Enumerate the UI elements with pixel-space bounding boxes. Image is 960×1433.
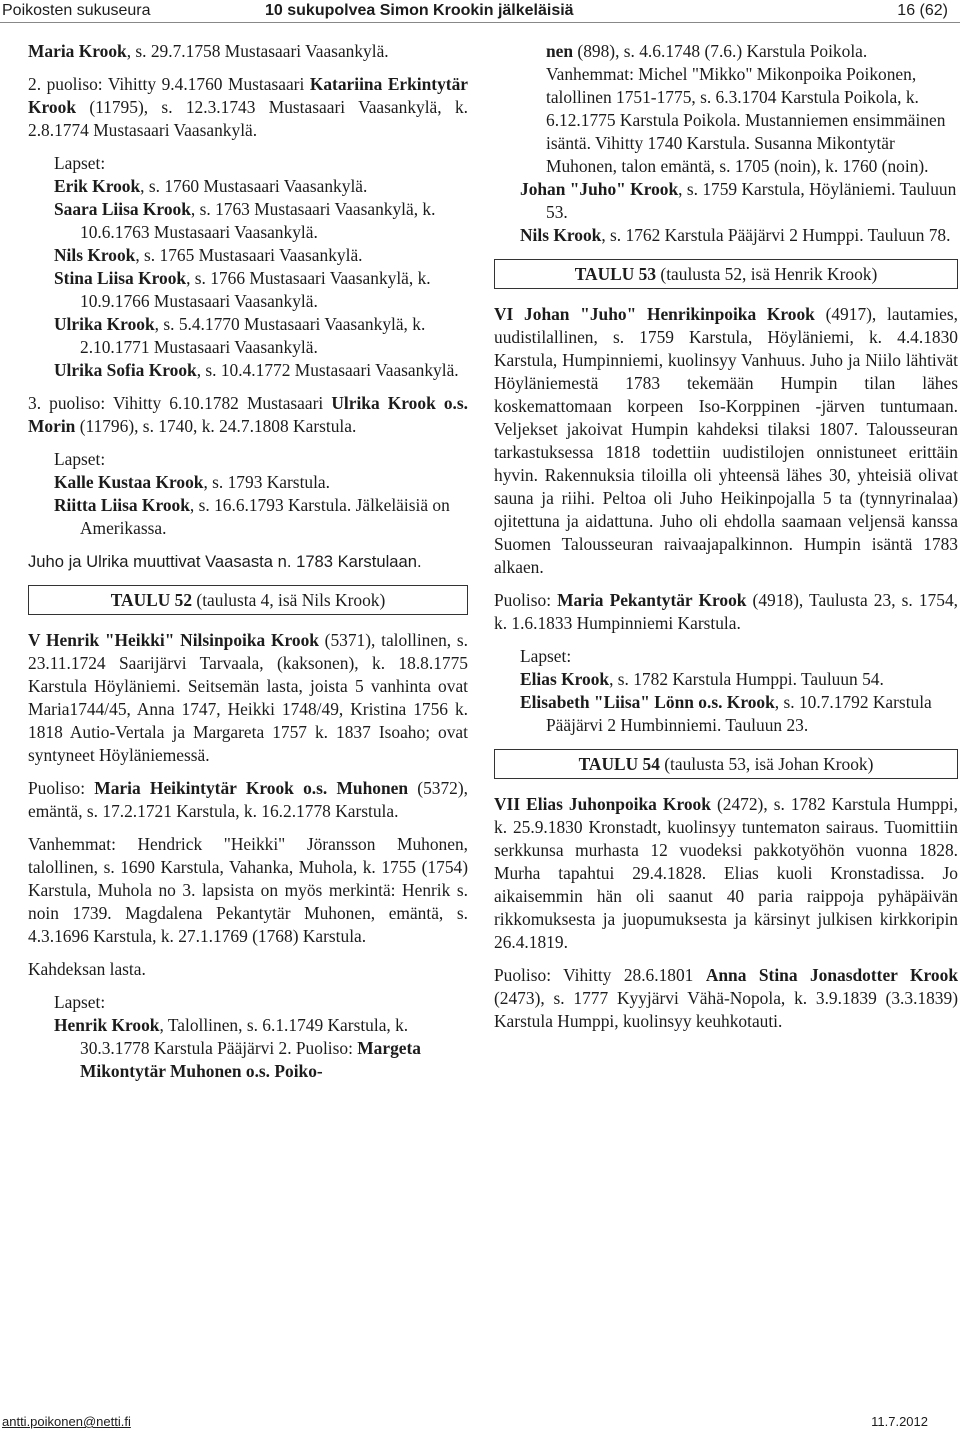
spouse-maria-pekantytar: Puoliso: Maria Pekantytär Krook (4918), Taulusta 23, s. 1754, k. 1.6.1833 Humpinniemi Karstula.	[494, 590, 958, 633]
child-elisabeth: Elisabeth "Liisa" Lönn o.s. Krook, s. 10.7.1792 Karstula Pääjärvi 2 Humbinniemi. Tauluun 23.	[520, 692, 932, 735]
left-column	[28, 40, 468, 1083]
entry-elias: VII Elias Juhonpoika Krook (2472), s. 1782 Karstula Humppi, k. 25.9.1830 Kronstadt, kuolinsyy tuntematon sairaus. Tuomittiin serkkunsa murhasta 12 vuodeksi pakkotyöhön vuonna 1828. Murha tapahtui 29.4.1828. Elias kuoli Kronstadissa. Jo aikaisemmin hän oli saanut 40 paria raippoja pyhäpäivän rikkomuksesta ja juopumuksesta ja kärsinyt julkisen kirkkoripin 26.4.1819.	[494, 794, 958, 952]
child-erik: Erik Krook, s. 1760 Mustasaari Vaasankylä.	[54, 176, 368, 196]
child-henrik-continued: nen (898), s. 4.6.1748 (7.6.) Karstula Poikola. Vanhemmat: Michel "Mikko" Mikonpoika Poikonen, talollinen 1751-1775, s. 6.3.1704 Karstula Poikola, k. 6.12.1775 Karstula Poikola. Mustanniemen ensimmäinen isäntä. Vihitty 1740 Karstula. Susanna Mikontytär Muhonen, talon emäntä, s. 1705 (noin), k. 1760 (noin).	[546, 41, 946, 176]
child-elias: Elias Krook, s. 1782 Karstula Humppi. Tauluun 54.	[520, 669, 884, 689]
entry-johan: VI Johan "Juho" Henrikinpoika Krook (4917), lautamies, uudistilallinen, s. 1759 Karstula, Höyläniemi, k. 4.4.1830 Karstula, Humpinniemi, kuolinsyy Vanhuus. Juho ja Niilo lähtivät Höyläniemestä 1783 tekemään Humpin tilan lähes koskemattomaan korpeen Iso-Korppinen -järven tuntumaan. Veljekset jakoivat Humpin kahdeksi tilaksi 1807. Talousseuran tarkastuksessa 1818 todettiin uudistilojen onnistuneet erittäin hyvin. Rakennuksia tiloilla oli yhteensä lähes 30, yhteisiä olivat sauna ja riihi. Peltoa oli Juho Heikinpojalla 5 ta (tynnyrinalaa) ojitettuna ja aidattuna. Juho oli ehdolla saamaan veljensä kanssa Suomen Talousseuran raivaajapalkinnon. Humpin isäntä 1783 alkaen.	[494, 304, 958, 577]
child-henrik: Henrik Krook, Talollinen, s. 6.1.1749 Karstula, k. 30.3.1778 Karstula Pääjärvi 2. Puoliso: Margeta Mikontytär Muhonen o.s. Poiko-	[54, 1015, 421, 1081]
children-label: Lapset:	[54, 153, 106, 173]
migration-note: Juho ja Ulrika muuttivat Vaasasta n. 1783 Karstulaan.	[28, 552, 422, 571]
children-list-1	[28, 152, 468, 382]
table-53-heading: TAULU 53 (taulusta 52, isä Henrik Krook)	[494, 259, 958, 289]
table-52-heading: TAULU 52 (taulusta 4, isä Nils Krook)	[28, 585, 468, 615]
footer-email-link[interactable]: antti.poikonen@netti.fi	[2, 1414, 131, 1429]
page-header	[0, 0, 960, 23]
child-ulrika-sofia: Ulrika Sofia Krook, s. 10.4.1772 Mustasaari Vaasankylä.	[54, 360, 459, 380]
child-nils: Nils Krook, s. 1765 Mustasaari Vaasankylä.	[54, 245, 363, 265]
footer-date: 11.7.2012	[871, 1414, 928, 1429]
child-nils-krook: Nils Krook, s. 1762 Karstula Pääjärvi 2 Humppi. Tauluun 78.	[520, 225, 951, 245]
third-spouse: 3. puoliso: Vihitty 6.10.1782 Mustasaari Ulrika Krook o.s. Morin (11796), s. 1740, k. 24.7.1808 Karstula.	[28, 393, 468, 436]
child-riitta: Riitta Liisa Krook, s. 16.6.1793 Karstula. Jälkeläisiä on Amerikassa.	[54, 495, 450, 538]
child-saara: Saara Liisa Krook, s. 1763 Mustasaari Vaasankylä, k. 10.6.1763 Mustasaari Vaasankylä.	[54, 199, 436, 242]
spouse-maria-heikintytar: Puoliso: Maria Heikintytär Krook o.s. Muhonen (5372), emäntä, s. 17.2.1721 Karstula, k. 16.2.1778 Karstula.	[28, 778, 469, 821]
header-society: Poikosten sukuseura	[2, 2, 151, 19]
children-list-2	[28, 448, 468, 540]
child-johan: Johan "Juho" Krook, s. 1759 Karstula, Höyläniemi. Tauluun 53.	[520, 179, 957, 222]
table-54-heading: TAULU 54 (taulusta 53, isä Johan Krook)	[494, 749, 958, 779]
children-count: Kahdeksan lasta.	[28, 959, 146, 979]
children-list-4	[494, 645, 958, 737]
entry-maria: Maria Krook, s. 29.7.1758 Mustasaari Vaasankylä.	[28, 41, 389, 61]
spouse-anna-stina: Puoliso: Vihitty 28.6.1801 Anna Stina Jonasdotter Krook (2473), s. 1777 Kyyjärvi Vähä-Nopola, k. 3.9.1839 (3.3.1839) Karstula Humppi, kuolinsyy keuhkotauti.	[494, 965, 958, 1031]
header-title: 10 sukupolvea Simon Krookin jälkeläisiä	[265, 2, 574, 19]
children-label: Lapset:	[54, 992, 106, 1012]
child-stina: Stina Liisa Krook, s. 1766 Mustasaari Vaasankylä, k. 10.9.1766 Mustasaari Vaasankylä.	[54, 268, 431, 311]
child-kalle: Kalle Kustaa Krook, s. 1793 Karstula.	[54, 472, 331, 492]
page-footer	[0, 1414, 960, 1433]
entry-henrik: V Henrik "Heikki" Nilsinpoika Krook (5371), talollinen, s. 23.11.1724 Saarijärvi Tarvaala, (kaksonen), k. 18.8.1775 Karstula Höyläniemi. Seitsemän lasta, joista 5 vanhinta ovat Maria1744/45, Anna 1747, Heikki 1748/49, Kristina 1756 k. 1818 Autio-Vertala ja Margareta 1757 k. 1837 Isoaho; ovat syntyneet Höyläniemessä.	[28, 630, 468, 765]
children-label: Lapset:	[520, 646, 572, 666]
right-column	[494, 40, 958, 1043]
child-ulrika: Ulrika Krook, s. 5.4.1770 Mustasaari Vaasankylä, k. 2.10.1771 Mustasaari Vaasankylä.	[54, 314, 426, 357]
parents-note: Vanhemmat: Hendrick "Heikki" Jöransson Muhonen, talollinen, s. 1690 Karstula, Vahanka, Muhola, k. 1755 (1754) Karstula, Muhola no 3. lapsista on myös merkintä: Henrik s. noin 1739. Magdalena Pekantytär Muhonen, emäntä, s. 4.3.1696 Karstula, k. 27.1.1769 (1768) Karstula.	[28, 834, 468, 946]
header-page-number: 16 (62)	[897, 2, 948, 19]
second-spouse: 2. puoliso: Vihitty 9.4.1760 Mustasaari Katariina Erkintytär Krook (11795), s. 12.3.1743 Mustasaari Vaasankylä, k. 2.8.1774 Mustasaari Vaasankylä.	[28, 74, 468, 140]
children-label: Lapset:	[54, 449, 106, 469]
children-list-3	[28, 991, 468, 1083]
